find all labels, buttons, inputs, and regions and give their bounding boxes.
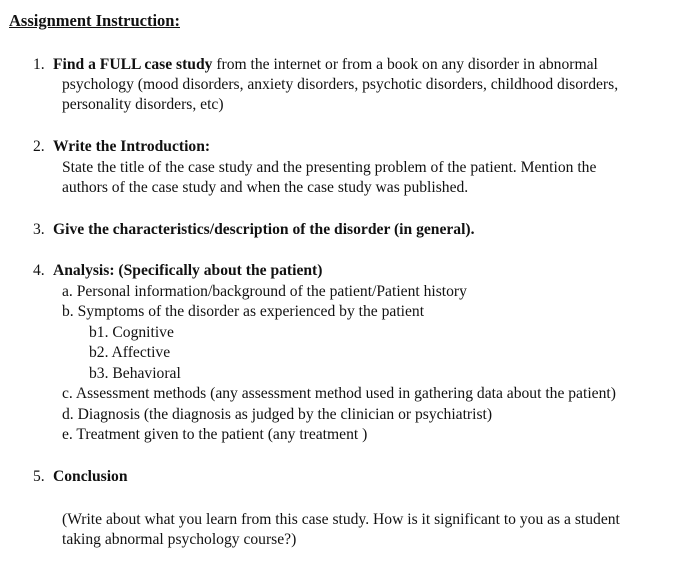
item-heading: Find a FULL case study xyxy=(53,56,213,73)
item-number: 5. xyxy=(33,468,45,485)
sub-item-c: c. Assessment methods (any assessment method used in gathering data about the patient) xyxy=(62,385,616,402)
item-heading: Write the Introduction: xyxy=(53,138,211,155)
sub-item-b2: b2. Affective xyxy=(89,344,171,361)
item-line: personality disorders, etc) xyxy=(62,96,224,113)
sub-item-b1: b1. Cognitive xyxy=(89,324,174,341)
item-number: 4. xyxy=(33,262,45,279)
sub-item-e: e. Treatment given to the patient (any treatment ) xyxy=(62,426,368,443)
item-number: 3. xyxy=(33,221,45,238)
sub-item-a: a. Personal information/background of the patient/Patient history xyxy=(62,283,467,300)
item-heading: Conclusion xyxy=(53,468,128,485)
item-heading: Give the characteristics/description of the disorder (in general). xyxy=(53,221,475,238)
sub-item-b3: b3. Behavioral xyxy=(89,365,181,382)
page-title: Assignment Instruction: xyxy=(9,11,180,30)
item-line: authors of the case study and when the case study was published. xyxy=(62,179,469,196)
sub-item-d: d. Diagnosis (the diagnosis as judged by the clinician or psychiatrist) xyxy=(62,406,493,423)
item-line: (Write about what you learn from this case study. How is it significant to you as a student xyxy=(62,511,620,528)
item-heading-rest: from the internet or from a book on any disorder in abnormal xyxy=(212,56,598,73)
item-number: 2. xyxy=(33,138,45,155)
sub-item-b: b. Symptoms of the disorder as experienced by the patient xyxy=(62,303,425,320)
item-number: 1. xyxy=(33,56,45,73)
item-line: taking abnormal psychology course?) xyxy=(62,531,297,548)
item-heading: Analysis: (Specifically about the patient) xyxy=(53,262,323,279)
item-line: State the title of the case study and the presenting problem of the patient. Mention the xyxy=(62,159,597,176)
item-text xyxy=(53,55,598,76)
item-line: psychology (mood disorders, anxiety disorders, psychotic disorders, childhood disorders, xyxy=(62,76,619,93)
